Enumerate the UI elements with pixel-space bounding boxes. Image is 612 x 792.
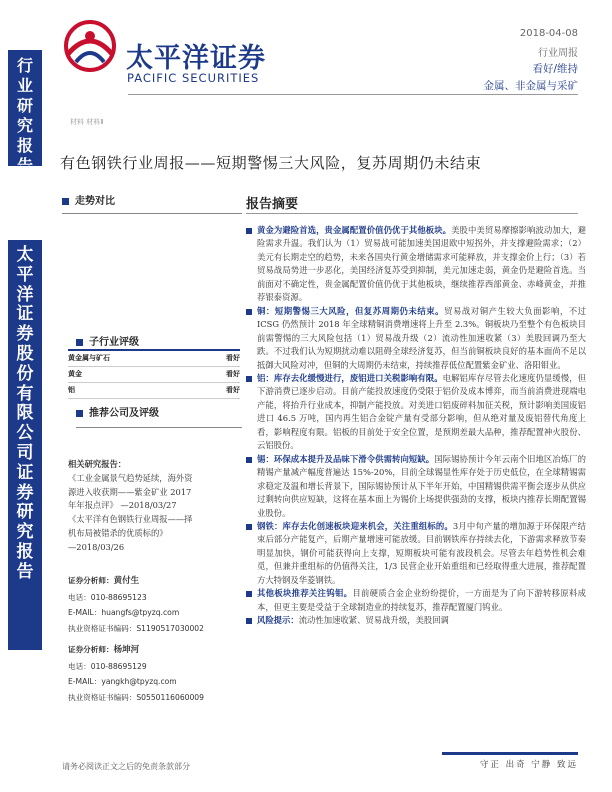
analyst-cert: 执业资格证书编码：S0550116060009 <box>68 692 204 702</box>
summary-paragraph-aluminum: 铝：库存去化缓慢进行，废铝进口关税影响有限。电解铝库存尽管去化速度仍显缓慢，但下游消费已逐步启动。目前产能投放速度仍受限于铝价及成本博弈，而当前消费进现端电产能，将抬升行业成本，抑制产能投放。对美进口铝废碎料加征关税，预计影响美国废铝进口 46.5 万吨，国内再生铝合金锭产量有受部分影响，但从绝对量及废铝替代角度上看，影响程度有限。铝板的目前处于安全位置，是预期差最大品种，推荐配置神火股份、云铝股份。 <box>246 372 586 453</box>
report-type: 行业周报 <box>538 48 578 59</box>
sidebar-company <box>8 240 42 650</box>
analyst-name: 黄付生 <box>113 576 140 586</box>
footer-slogan: 守正 出奇 宁静 致远 <box>479 760 578 770</box>
table-row: 铝 看好 <box>68 383 240 399</box>
footer-divider <box>442 752 578 755</box>
related-line: 《太平洋有色钢铁行业周报——择 <box>68 514 193 525</box>
report-title: 有色钢铁行业周报——短期警惕三大风险，复苏周期仍未结束 <box>60 154 482 172</box>
summary-paragraph-copper: 铜：短期警惕三大风险，但复苏周期仍未结束。贸易战对铜产生较大负面影响，不过 ICSG 仍然预计 2018 年全球精铜消费增速将上升至 2.3%。铜板块乃至整个有色板块目前需警惕的三大风险包括（1）贸易战升级（2）流动性加速收紧（3）美股回调乃至大跌。不过我们认为短期扰动难以阻碍全球经济复苏，但当前铜板块良好的基本面尚不足以抵御大风险对冲，但铜的大周期仍未结束，持续推荐低位配置紫金矿业、洛阳钼业。 <box>246 305 586 372</box>
bullet-icon <box>76 339 83 346</box>
bullet-icon <box>246 309 252 315</box>
industry-rating: 看好/维持 <box>532 63 578 75</box>
summary-paragraph-tin: 锡：环保成本提升及品味下滑令供需转向短缺。国际锡协预计今年云南个旧地区冶炼厂的精锡产量减产幅度普遍达 15%-20%，目前全球锡显性库存处于历史低位，在全球精锡需求稳定及温和增长背景下，国际锡协预计从下半年开始，中国精锡供需平衡会逐步从供应过剩转向供应短缺，这将在基本面上为锡价上场提供强劲的支撑，板块内推荐长期配置锡业股份。 <box>246 453 586 520</box>
bullet-icon <box>246 228 252 234</box>
related-heading: 相关研究报告： <box>68 459 127 469</box>
analyst-name: 杨坤河 <box>113 645 140 655</box>
analyst-phone: 电话：010-88695129 <box>68 661 147 671</box>
summary-paragraph-risk: 风险提示：流动性加速收紧、贸易战升级，美股回调 <box>246 614 586 627</box>
bullet-icon <box>246 524 252 530</box>
related-line: 源进入收获期——紫金矿业 2017 <box>68 486 192 497</box>
sub-rating-heading: 子行业评级 <box>76 333 139 348</box>
related-line: 机布局被错杀的优质标的》 <box>68 527 168 538</box>
bullet-icon <box>76 410 83 417</box>
brand-name-en: PACIFIC SECURITIES <box>127 71 260 85</box>
analyst-email: E-MAIL：huangfs@tpyzq.com <box>68 608 180 617</box>
analyst-phone: 电话：010-88695123 <box>68 592 147 602</box>
summary-divider <box>246 213 578 214</box>
industry-sector: 金属、非金属与采矿 <box>483 80 578 92</box>
disclaimer-note: 请务必阅读正文之后的免责条款部分 <box>62 762 190 771</box>
summary-paragraph-tungsten: 其他板块推荐关注钨钼。目前硬质合金企业纷纷提价，一方面是为了向下游转移原料成本，但更主要是受益于全球制造业的持续复苏，推荐配置厦门钨业。 <box>246 587 586 614</box>
sidebar-top-text: 行业研究报告 <box>16 56 33 175</box>
bullet-icon <box>246 376 252 382</box>
sub-rating-table <box>68 349 240 399</box>
summary-paragraph-gold: 黄金为避险首选，贵金属配置价值仍优于其他板块。美股中美贸易摩擦影响波动加大，避险需求升温。我们认为（1）贸易战可能加速美国退欧中短拐外，并支撑避险需求；（2）美元有长期走空的趋势，未来各国央行黄金增储需求可能释放，并支撑金价上行；（3）若贸易战局势进一步恶化，美国经济复苏受到抑制，美元加速走弱，黄金仍是避险首选。当前面对不确定性，贵金属配置价值仍优于其他板块，继续推荐西部黄金、赤峰黄金，并推荐银泰资源。 <box>246 224 586 305</box>
table-row: 黄金属与矿石 看好 <box>68 349 240 367</box>
analyst-card: 证券分析师：黄付生 电话：010-88695123 E-MAIL：huangfs@tpyzq.com 执业资格证书编码：S1190517030002 <box>68 573 244 636</box>
bullet-icon <box>246 591 252 597</box>
report-date: 2018-04-08 <box>519 28 578 39</box>
analyst-email: E-MAIL：yangkh@tpyzq.com <box>68 677 177 686</box>
bullet-icon <box>246 457 252 463</box>
bullet-icon <box>246 618 252 624</box>
related-reports <box>68 458 244 555</box>
trend-heading: 走势对比 <box>62 192 242 214</box>
sidebar-bottom-text: 太平洋证券股份有限公司证券研究报告 <box>16 245 34 582</box>
brand-name-cn: 太平洋证券 <box>126 43 266 74</box>
summary-paragraph-steel: 钢铁：库存去化创速板块迎来机会，关注重组标的。3月中旬产量的增加源于环保限产结束后部分产能复产，后期产量增速可能放缓。目前钢铁库存持续去化，下游需求释放节奏明显加快，钢价可能获得向上支撑，短期板块可能有波段机会。尽管去年趋势性机会难觅，但兼并重组标的仍值得关注，1/3 民营企业开始重组和已经取得重大进展，推荐配置方大特钢及华菱钢铁。 <box>246 520 586 587</box>
table-row: 黄金 看好 <box>68 367 240 383</box>
summary-heading: 报告摘要 <box>246 197 299 212</box>
related-line: 年年报点评》 —2018/03/27 <box>68 500 177 511</box>
bullet-icon <box>62 198 69 205</box>
related-line: 《工业金属景气趋势延续，海外资 <box>68 472 193 483</box>
related-line: —2018/03/26 <box>68 541 125 552</box>
analyst-card: 证券分析师：杨坤河 电话：010-88695129 E-MAIL：yangkh@tpyzq.com 执业资格证书编码：S0550116060009 <box>68 642 244 705</box>
summary-body <box>246 224 586 628</box>
company-heading: 推荐公司及评级 <box>76 404 242 428</box>
header-divider <box>128 94 578 95</box>
analyst-cert: 执业资格证书编码：S1190517030002 <box>68 623 204 633</box>
category-tag: 材料 材料Ⅱ <box>70 118 104 126</box>
sidebar-report-type <box>8 50 42 175</box>
pacific-securities-logo <box>58 14 122 74</box>
